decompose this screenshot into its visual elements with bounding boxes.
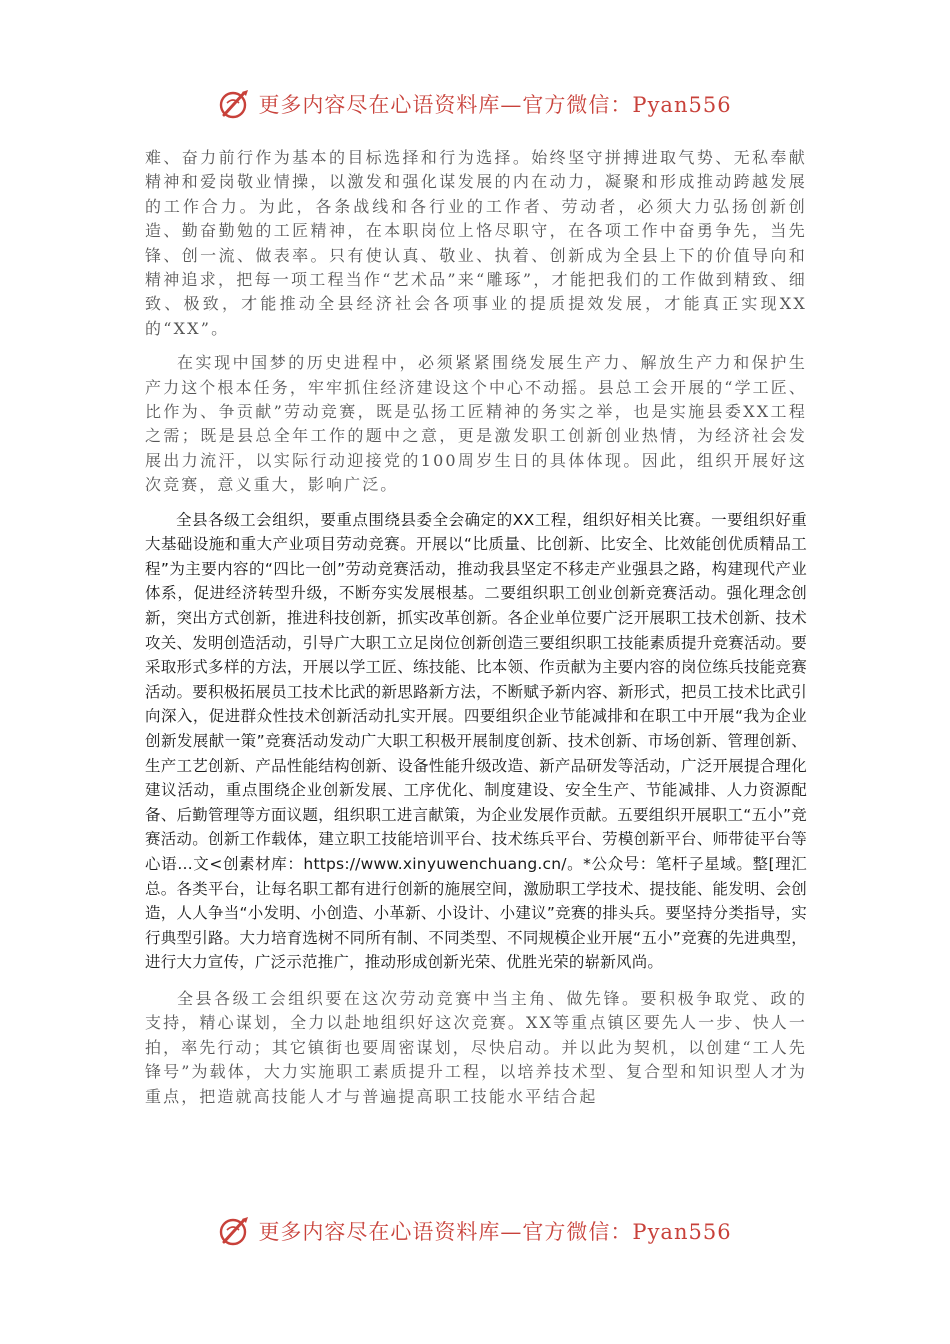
paragraph-3: 全县各级工会组织，要重点围绕县委全会确定的XX工程，组织好相关比赛。一要组织好重大基础设施和重大产业项目劳动竞赛。开展以“比质量、比创新、比安全、比效能创优质精品工程”为主要内容的“四比一创”劳动竞赛活动，推动我县坚定不移走产业强县之路，构建现代产业体系，促进经济转型升级，不断夯实发展根基。二要组织职工创业创新竞赛活动。强化理念创新，突出方式创新，推进科技创新，抓实改革创新。各企业单位要广泛开展职工技术创新、技术攻关、发明创造活动，引导广大职工立足岗位创新创造三要组织职工技能素质提升竞赛活动。要采取形式多样的方法，开展以学工匠、练技能、比本领、作贡献为主要内容的岗位练兵技能竞赛活动。要积极拓展员工技术比武的新思路新方法，不断赋予新内容、新形式，把员工技术比武引向深入，促进群众性技术创新活动扎实开展。四要组织企业节能减排和在职工中开展“我为企业创新发展献一策”竞赛活动发动广大职工积极开展制度创新、技术创新、市场创新、管理创新、生产工艺创新、产品性能结构创新、设备性能升级改造、新产品研发等活动，广泛开展提合理化建议活动，重点围绕企业创新发展、工序优化、制度建设、安全生产、节能减排、人力资源配备、后勤管理等方面议题，组织职工进言献策，为企业发展作贡献。五要组织开展职工“五小”竞赛活动。创新工作载体，建立职工技能培训平台、技术练兵平台、劳模创新平台、师带徒平台等心语…文<创素材库：https://www.xinyuwenchuang.cn/。*公众号：笔杆子星域。整[理汇总。各类平台，让每名职工都有进行创新的施展空间，激励职工学技术、提技能、能发明、会创造，人人争当“小发明、小创造、小革新、小设计、小建议”竞赛的排头兵。要坚持分类指导，实行典型引路。大力培育选树不同所有制、不同类型、不同规模企业开展“五小”竞赛的先进典型，进行大力宣传，广泛示范推广，推动形成创新光荣、优胜光荣的崭新风尚。 <box>145 510 807 972</box>
footer-banner-text: 更多内容尽在心语资料库—官方微信：Pyan556 <box>258 1220 732 1244</box>
paragraph-2: 在实现中国梦的历史进程中，必须紧紧围绕发展生产力、解放生产力和保护生产力这个根本任务，牢牢抓住经济建设这个中心不动摇。县总工会开展的“学工匠、比作为、争贡献”劳动竞赛，既是弘扬工匠精神的务实之举，也是实施县委XX工程之需；既是县总全年工作的题中之意，更是激发职工创新创业热情，为经济社会发展出力流汗，以实际行动迎接党的100周岁生日的具体体现。因此，组织开展好这次竞赛，意义重大，影响广泛。 <box>145 353 807 495</box>
paragraph-1: 难、奋力前行作为基本的目标选择和行为选择。始终坚守拼搏进取气势、无私奉献精神和爱岗敬业情操，以激发和强化谋发展的内在动力，凝聚和形成推动跨越发展的工作合力。为此，各条战线和各行业的工作者、劳动者，必须大力弘扬创新创造、勤奋勤勉的工匠精神，在本职岗位上恪尽职守，在各项工作中奋勇争先，当先锋、创一流、做表率。只有使认真、敬业、执着、创新成为全县上下的价值导向和精神追求，把每一项工程当作“艺术品”来“雕琢”，才能把我们的工作做到精致、细致、极致，才能推动全县经济社会各项事业的提质提效发展，才能真正实现XX的“XX”。 <box>145 148 807 338</box>
pen-logo-icon <box>218 1214 252 1248</box>
document-body <box>145 146 807 1109</box>
header-banner-text: 更多内容尽在心语资料库—官方微信：Pyan556 <box>258 93 732 117</box>
footer-banner <box>0 1211 950 1251</box>
paragraph-4: 全县各级工会组织要在这次劳动竞赛中当主角、做先锋。要积极争取党、政的支持，精心谋划，全力以赴地组织好这次竞赛。XX等重点镇区要先人一步、快人一拍，率先行动；其它镇街也要周密谋划，尽快启动。并以此为契机，以创建“工人先锋号”为载体，大力实施职工素质提升工程，以培养技术型、复合型和知识型人才为重点，把造就高技能人才与普遍提高职工技能水平结合起 <box>145 988 807 1106</box>
pen-logo-icon <box>218 87 252 121</box>
header-banner <box>0 84 950 124</box>
